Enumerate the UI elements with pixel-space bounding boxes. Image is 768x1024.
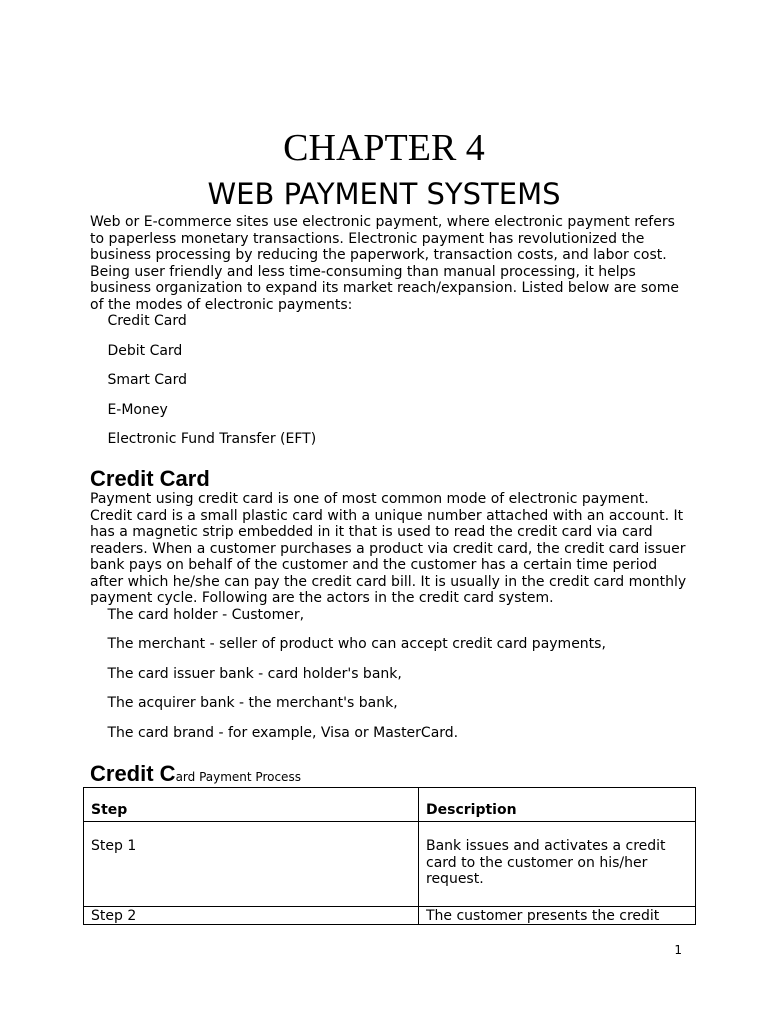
- step-cell: Step 2: [84, 907, 419, 925]
- list-item: Smart Card: [107, 372, 188, 388]
- column-header-description: Description: [419, 788, 696, 822]
- list-item: Credit Card: [107, 313, 187, 329]
- list-item: The acquirer bank - the merchant's bank,: [107, 695, 398, 711]
- table-header-row: [84, 788, 696, 822]
- list-item: E-Money: [107, 401, 168, 418]
- heading-large-part: Credit C: [90, 761, 176, 786]
- intro-paragraph: Web or E-commerce sites use electronic payment, where electronic payment refers to paperless monetary transactions. Electronic payment has revolutionized the business processing by reducing the paperwork, transaction costs, and labor cost. Being user friendly and less time-consuming than manual processing, it helps business organization to expand its market reach/expansion. Listed below are some of the modes of electronic payments:: [90, 214, 679, 313]
- column-header-step: Step: [84, 788, 419, 822]
- table-row: [84, 822, 696, 907]
- chapter-subtitle: WEB PAYMENT SYSTEMS: [207, 177, 561, 211]
- description-cell: Bank issues and activates a credit card to the customer on his/her request.: [419, 822, 696, 907]
- list-item: The merchant - seller of product who can accept credit card payments,: [107, 636, 606, 652]
- chapter-title: CHAPTER 4: [283, 127, 485, 169]
- list-item: The card issuer bank - card holder's bank,: [107, 665, 402, 682]
- payment-process-heading: [90, 761, 301, 790]
- payment-process-table: [83, 787, 696, 925]
- list-item: Debit Card: [107, 342, 183, 359]
- credit-card-heading: Credit Card: [90, 466, 210, 491]
- list-item: The card holder - Customer,: [107, 606, 305, 623]
- heading-small-part: ard Payment Process: [175, 770, 301, 784]
- intro-section: [90, 214, 690, 461]
- description-cell: The customer presents the credit: [419, 907, 696, 925]
- table-row: [84, 907, 696, 925]
- credit-card-section: [90, 491, 690, 754]
- credit-card-paragraph: Payment using credit card is one of most common mode of electronic payment. Credit card is a small plastic card with a unique number attached with an account. It has a magnetic strip embedded in it that is used to read the credit card via card readers. When a customer purchases a product via credit card, the credit card issuer bank pays on behalf of the customer and the customer has a certain time period after which he/she can pay the credit card bill. It is usually in the credit card monthly payment cycle. Following are the actors in the credit card system.: [90, 491, 687, 606]
- list-item: The card brand - for example, Visa or MasterCard.: [107, 724, 459, 741]
- list-item: Electronic Fund Transfer (EFT): [107, 431, 317, 447]
- step-cell: Step 1: [84, 822, 419, 907]
- payment-modes-list: [90, 313, 690, 448]
- page-number: 1: [674, 943, 682, 957]
- actors-list: [90, 607, 690, 742]
